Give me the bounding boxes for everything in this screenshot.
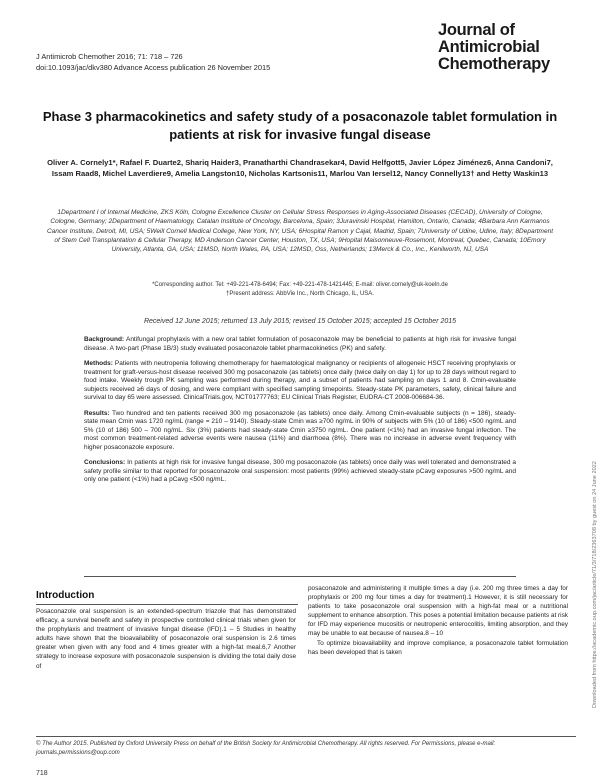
heading-underline (36, 604, 298, 605)
methods-text: Patients with neutropenia following chemotherapy for haematological malignancy or recipients of allogeneic HSCT receiving prophylaxis or treatment for graft-versus-host disease received 300 mg posaconazole (as tablets) once daily (twice daily on day 1) for up to 28 days without regard to food intake. Weekly trough PK sampling was performed during therapy, and a subset of patients had sampling on days 1 and 8. Cmin-evaluable subjects received ≥6 days of dosing, and were compliant with specified sampling timepoints. Steady-state PK parameters, safety, clinical failure and survival to day 65 were assessed. ClinicalTrials.gov, NCT01777763; EU Clinical Trials Register, EUDRA-CT 2008-006684-36. (84, 360, 516, 401)
journal-name-line-3: Chemotherapy (438, 55, 550, 73)
background-label: Background: (84, 336, 125, 343)
abstract-background (84, 336, 516, 353)
intro-paragraph-2: posaconazole and administering it multiple times a day (i.e. 200 mg three times a day for prophylaxis or 200 mg four times a day for treatment).1 However, it is still necessary for patients to take posaconazole oral suspension with a high-fat meal or a nutritional supplement to enhance absorption. This poses a potential limitation because patients at risk for IFD may experience mucositis or neutropenic enterocolitis, limiting absorption, and they may be unable to eat because of nausea.8 – 10 (308, 585, 568, 638)
citation-line-2: doi:10.1093/jac/dkv380 Advance Access publication 26 November 2015 (36, 62, 271, 72)
present-address: †Present address: AbbVie Inc., North Chicago, IL, USA. (226, 290, 374, 297)
abstract-divider (84, 576, 516, 577)
abstract-conclusions (84, 459, 516, 485)
intro-paragraph-1: Posaconazole oral suspension is an extended-spectrum triazole that has demonstrated efficacy, a survival benefit and safety in prospective controlled clinical trials when given for the prophylaxis and treatment of invasive fungal disease (IFD).1 – 5 Studies in healthy adults have shown that the bioavailability of posaconazole oral suspension is 2.6 times greater when given with any food and 4 times greater with a high-fat meal.6,7 Another strategy to increase exposure with posaconazole suspension is dividing the total daily dose of (36, 608, 296, 670)
article-dates: Received 12 June 2015; returned 13 July 2015; revised 15 October 2015; accepted 15 October 2015 (143, 318, 457, 325)
journal-logo (438, 22, 598, 73)
intro-left-column (36, 607, 296, 671)
correspondence-block (60, 281, 540, 298)
download-notice (586, 190, 598, 710)
page-number: 718 (36, 770, 48, 777)
conclusions-text: In patients at high risk for invasive fungal disease, 300 mg posaconazole (as tablets) once daily was well tolerated and demonstrated a safety profile similar to that reported for posaconazole oral suspension: most patients (99%) achieved steady-state pCavg exposures >500 ng/mL and only one patient (<1%) had a pCavg <500 ng/mL. (84, 459, 516, 483)
journal-name-line-2: Antimicrobial (438, 38, 540, 56)
methods-label: Methods: (84, 360, 113, 367)
abstract-methods (84, 360, 516, 403)
corresponding-author: *Corresponding author. Tel: +49-221-478-6494; Fax: +49-221-478-1421445; E-mail: oliver.cornely@uk-koeln.de (152, 282, 448, 288)
copyright-notice: © The Author 2015. Published by Oxford University Press on behalf of the British Society for Antimicrobial Chemotherapy. All rights reserved. For Permissions, please e-mail: journals.permissions@oup.com (36, 741, 496, 756)
abstract (84, 336, 516, 492)
results-text: Two hundred and ten patients received 300 mg posaconazole (as tablets) once daily. Among Cmin-evaluable subjects (n = 186), steady-state mean Cmin was 1720 ng/mL (range = 210 – 9140). Steady-state Cmin was ≥700 ng/mL in 90% of subjects with 5% (10 of 186) <500 ng/mL and 5% (10 of 186) 500 – 700 ng/mL. Six (3%) patients had steady-state Cmin ≥3750 ng/mL. One patient (<1%) had an invasive fungal infection. The most common treatment-related adverse events were nausea (11%) and diarrhoea (8%). There was no increase in adverse event frequency with higher posaconazole exposure. (84, 409, 516, 451)
download-notice-text: Downloaded from https://academic.oup.com/jac/article/71/3/718/2363708 by guest on 24 June 2022 (592, 461, 598, 708)
intro-right-column (308, 584, 568, 657)
journal-name-line-1: Journal of (438, 21, 515, 39)
citation-header (36, 52, 366, 73)
footer-divider (36, 736, 576, 737)
results-label: Results: (84, 409, 110, 417)
affiliations: 1Department I of Internal Medicine, ZKS Köln, Cologne Excellence Cluster on Cellular Stress Responses in Aging-Associated Diseases (CECAD), University of Cologne, Cologne, Germany; 2Department of Haematology, Catalan Institute of Oncology, Barcelona, Spain; 3Juravinski Hospital, Hamilton, Ontario, Canada; 4Barbara Ann Karmanos Cancer Institute, Detroit, MI, USA; 5Weill Cornell Medical College, New York, NY, USA; 6Hospital Ramon y Cajal, Madrid, Spain; 7University of Udine, Udine, Italy; 8Department of Stem Cell Transplantation & Cellular Therapy, MD Anderson Cancer Center, Houston, TX, USA; 9Hopital Maisonneuve-Rosemont, Montreal, Quebec, Canada; 10Emory University, Atlanta, GA, USA; 11MSD, North Wales, PA, USA; 12MSD, Oss, Netherlands; 13Merck & Co., Inc., Kenilworth, NJ, USA (46, 209, 553, 254)
background-text: Antifungal prophylaxis with a new oral tablet formulation of posaconazole may be beneficial to patients at high risk for invasive fungal disease. A two-part (Phase 1B/3) study evaluated posaconazole tablet pharmacokinetics (PK) and safety. (84, 336, 516, 352)
citation-line-1: J Antimicrob Chemother 2016; 71: 718 – 726 (36, 52, 183, 61)
author-list: Oliver A. Cornely1*, Rafael F. Duarte2, Shariq Haider3, Pranatharthi Chandrasekar4, David Helfgott5, Javier López Jiménez6, Anna Candoni7, Issam Raad8, Michel Laverdiere9, Amelia Langston10, Nicholas Kartsonis11, Marlou Van Iersel12, Nancy Connelly13† and Hetty Waskin13 (47, 158, 553, 178)
intro-paragraph-3: To optimize bioavailability and improve compliance, a posaconazole tablet formulation has been developed that is taken (308, 639, 568, 656)
article-title: Phase 3 pharmacokinetics and safety study of a posaconazole tablet formulation in patients at risk for invasive fungal disease (42, 109, 558, 142)
abstract-results (84, 410, 516, 453)
conclusions-label: Conclusions: (84, 459, 126, 466)
section-heading-introduction: Introduction (36, 590, 95, 601)
